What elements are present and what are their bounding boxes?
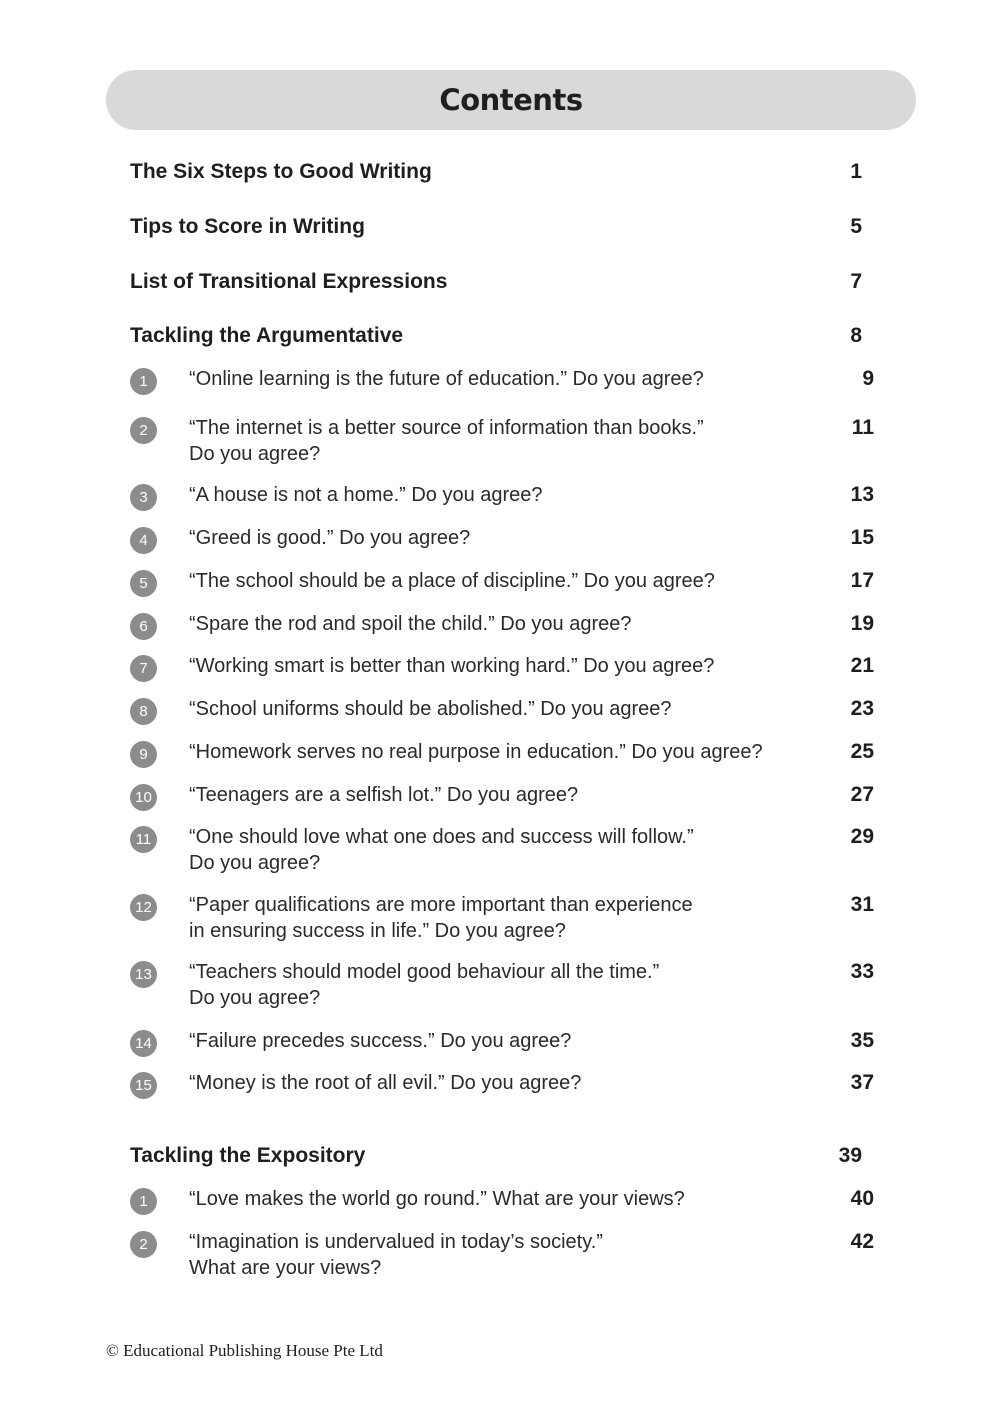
- toc-section-title: Tackling the Argumentative: [130, 324, 404, 347]
- item-number-badge: 2: [130, 417, 157, 444]
- toc-item-title: [189, 892, 809, 944]
- toc-item-title-line: “Online learning is the future of education.” Do you agree?: [189, 368, 704, 390]
- toc-item-title: [189, 1186, 809, 1212]
- item-number-badge: 13: [130, 961, 157, 988]
- toc-item-page-number: 11: [851, 416, 874, 439]
- toc-item-title-line: Do you agree?: [189, 443, 321, 465]
- toc-item-page-number: 27: [850, 783, 874, 806]
- toc-item-page-number: 19: [850, 612, 874, 635]
- toc-item-page-number: 33: [850, 960, 874, 983]
- toc-item-title: [189, 1070, 809, 1096]
- toc-item-page-number: 17: [850, 569, 874, 592]
- item-number-badge: 1: [130, 368, 157, 395]
- toc-item-title-line: What are your views?: [189, 1257, 382, 1279]
- toc-item-page-number: 31: [850, 893, 874, 916]
- toc-item-title-line: in ensuring success in life.” Do you agree?: [189, 920, 566, 942]
- toc-item-title-line: “One should love what one does and success will follow.”: [189, 826, 694, 848]
- toc-item-title: [189, 611, 809, 637]
- toc-section-title: Tackling the Expository: [130, 1144, 366, 1167]
- toc-item-page-number: 29: [850, 825, 874, 848]
- toc-item-title-line: Do you agree?: [189, 852, 321, 874]
- toc-item-title-line: “Failure precedes success.” Do you agree?: [189, 1030, 572, 1052]
- item-number-badge: 8: [130, 698, 157, 725]
- item-number-badge: 11: [130, 826, 157, 853]
- toc-item-page-number: 9: [862, 367, 874, 390]
- toc-item-title-line: “A house is not a home.” Do you agree?: [189, 484, 543, 506]
- toc-item-title-line: “Working smart is better than working hard.” Do you agree?: [189, 655, 715, 677]
- toc-item-title: [189, 1229, 809, 1281]
- item-number-badge: 15: [130, 1072, 157, 1099]
- contents-header-bar: [106, 70, 916, 130]
- toc-item-page-number: 15: [850, 526, 874, 549]
- toc-item-title-line: “Teachers should model good behaviour all the time.”: [189, 961, 660, 983]
- toc-item-page-number: 25: [850, 740, 874, 763]
- toc-item-title-line: “Love makes the world go round.” What are your views?: [189, 1188, 685, 1210]
- toc-section-page-number: 1: [850, 160, 862, 183]
- toc-item-title-line: “The school should be a place of discipline.” Do you agree?: [189, 570, 715, 592]
- item-number-badge: 6: [130, 613, 157, 640]
- toc-section-page-number: 39: [838, 1144, 862, 1167]
- toc-item-title-line: “School uniforms should be abolished.” Do you agree?: [189, 698, 672, 720]
- toc-item-title: [189, 653, 809, 679]
- toc-item-title: [189, 525, 809, 551]
- toc-item-title: [189, 739, 809, 765]
- toc-section-title: The Six Steps to Good Writing: [130, 160, 432, 183]
- toc-item-title-line: “Homework serves no real purpose in education.” Do you agree?: [189, 741, 763, 763]
- toc-item-title-line: “Teenagers are a selfish lot.” Do you agree?: [189, 784, 579, 806]
- toc-item-title-line: Do you agree?: [189, 987, 321, 1009]
- toc-item-title: [189, 824, 809, 876]
- toc-item-page-number: 42: [850, 1230, 874, 1253]
- toc-item-title: [189, 366, 809, 392]
- toc-item-title: [189, 959, 809, 1011]
- toc-item-title: [189, 696, 809, 722]
- toc-item-page-number: 40: [850, 1187, 874, 1210]
- item-number-badge: 9: [130, 741, 157, 768]
- toc-section-page-number: 7: [850, 270, 862, 293]
- toc-item-title-line: “Spare the rod and spoil the child.” Do you agree?: [189, 613, 632, 635]
- item-number-badge: 7: [130, 655, 157, 682]
- toc-item-title-line: “Money is the root of all evil.” Do you agree?: [189, 1072, 582, 1094]
- toc-section-title: List of Transitional Expressions: [130, 270, 448, 293]
- toc-item-page-number: 35: [850, 1029, 874, 1052]
- toc-section-title: Tips to Score in Writing: [130, 215, 365, 238]
- toc-item-page-number: 23: [850, 697, 874, 720]
- item-number-badge: 2: [130, 1231, 157, 1258]
- item-number-badge: 5: [130, 570, 157, 597]
- toc-section-page-number: 5: [850, 215, 862, 238]
- toc-item-title: [189, 568, 809, 594]
- toc-item-title-line: “The internet is a better source of information than books.”: [189, 417, 704, 439]
- item-number-badge: 12: [130, 894, 157, 921]
- toc-item-title: [189, 415, 809, 467]
- toc-item-title: [189, 482, 809, 508]
- toc-item-title-line: “Imagination is undervalued in today’s society.”: [189, 1231, 603, 1253]
- toc-item-title-line: “Greed is good.” Do you agree?: [189, 527, 471, 549]
- item-number-badge: 4: [130, 527, 157, 554]
- toc-item-page-number: 37: [850, 1071, 874, 1094]
- toc-item-title-line: “Paper qualifications are more important than experience: [189, 894, 693, 916]
- toc-item-page-number: 21: [850, 654, 874, 677]
- item-number-badge: 3: [130, 484, 157, 511]
- copyright-footer: © Educational Publishing House Pte Ltd: [106, 1341, 383, 1360]
- page-title: Contents: [439, 83, 583, 117]
- item-number-badge: 1: [130, 1188, 157, 1215]
- toc-item-title: [189, 782, 809, 808]
- item-number-badge: 10: [130, 784, 157, 811]
- toc-item-page-number: 13: [850, 483, 874, 506]
- toc-section-page-number: 8: [850, 324, 862, 347]
- item-number-badge: 14: [130, 1030, 157, 1057]
- toc-item-title: [189, 1028, 809, 1054]
